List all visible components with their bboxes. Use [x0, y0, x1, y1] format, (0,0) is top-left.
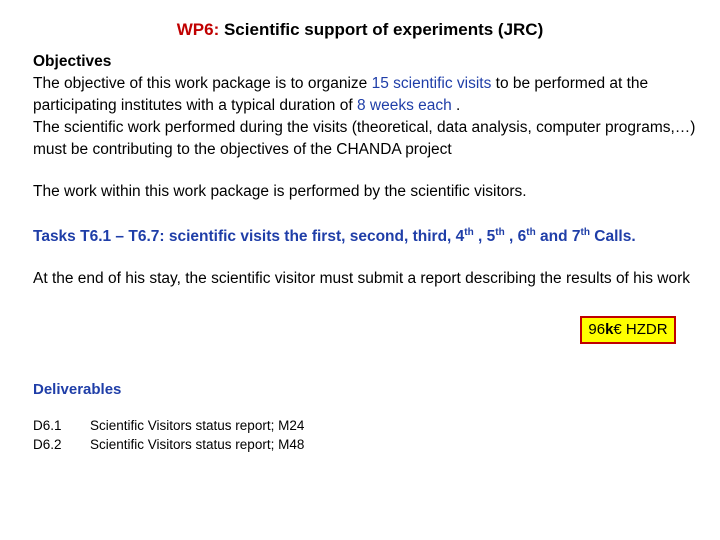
- deliverables-list: [33, 416, 304, 454]
- ordinal-sup: th: [464, 227, 474, 238]
- budget-badge: [580, 316, 676, 344]
- deliverable-code: D6.1: [33, 418, 62, 433]
- visits-count: 15 scientific visits: [371, 75, 492, 92]
- work-package-number: WP6:: [176, 20, 220, 39]
- work-package-title: Scientific support of experiments (JRC): [223, 20, 544, 39]
- visit-duration: 8 weeks each: [356, 97, 452, 114]
- budget-unit: k: [605, 321, 614, 338]
- deliverable-description: Scientific Visitors status report; M24: [90, 418, 305, 433]
- tasks-text-2: , 5: [473, 228, 496, 245]
- deliverables-heading: Deliverables: [33, 381, 122, 398]
- objectives-heading: Objectives: [33, 53, 112, 70]
- objectives-paragraph-2: The scientific work performed during the visits (theoretical, data analysis, computer programs,…) must be contributing to the objectives of the CHANDA project: [33, 119, 696, 158]
- list-item: [33, 435, 304, 454]
- objectives-text-1: The objective of this work package is to organize: [33, 75, 372, 92]
- objectives-paragraph: [33, 73, 698, 117]
- list-item: [33, 416, 304, 435]
- ordinal-sup: th: [495, 227, 505, 238]
- objectives-section: [33, 51, 698, 161]
- ordinal-sup: th: [526, 227, 536, 238]
- performed-by-text: The work within this work package is performed by the scientific visitors.: [33, 183, 527, 200]
- objectives-text-2: to be performed at the participating institutes with a typical duration of: [33, 75, 649, 114]
- deliverable-description: Scientific Visitors status report; M48: [90, 437, 305, 452]
- budget-amount: 96: [588, 321, 606, 338]
- tasks-line: [33, 226, 698, 248]
- tasks-text-4: and 7: [535, 228, 581, 245]
- report-text: At the end of his stay, the scientific visitor must submit a report describing the results of his work: [33, 270, 691, 287]
- tasks-text-3: , 6: [504, 228, 527, 245]
- objectives-text-3: .: [451, 97, 461, 114]
- page-title: [0, 20, 720, 40]
- budget-partner: € HZDR: [613, 321, 668, 338]
- tasks-text-5: Calls.: [589, 228, 636, 245]
- tasks-text-1: Tasks T6.1 – T6.7: scientific visits the first, second, third, 4: [33, 228, 465, 245]
- deliverable-code: D6.2: [33, 437, 62, 452]
- ordinal-sup: th: [580, 227, 590, 238]
